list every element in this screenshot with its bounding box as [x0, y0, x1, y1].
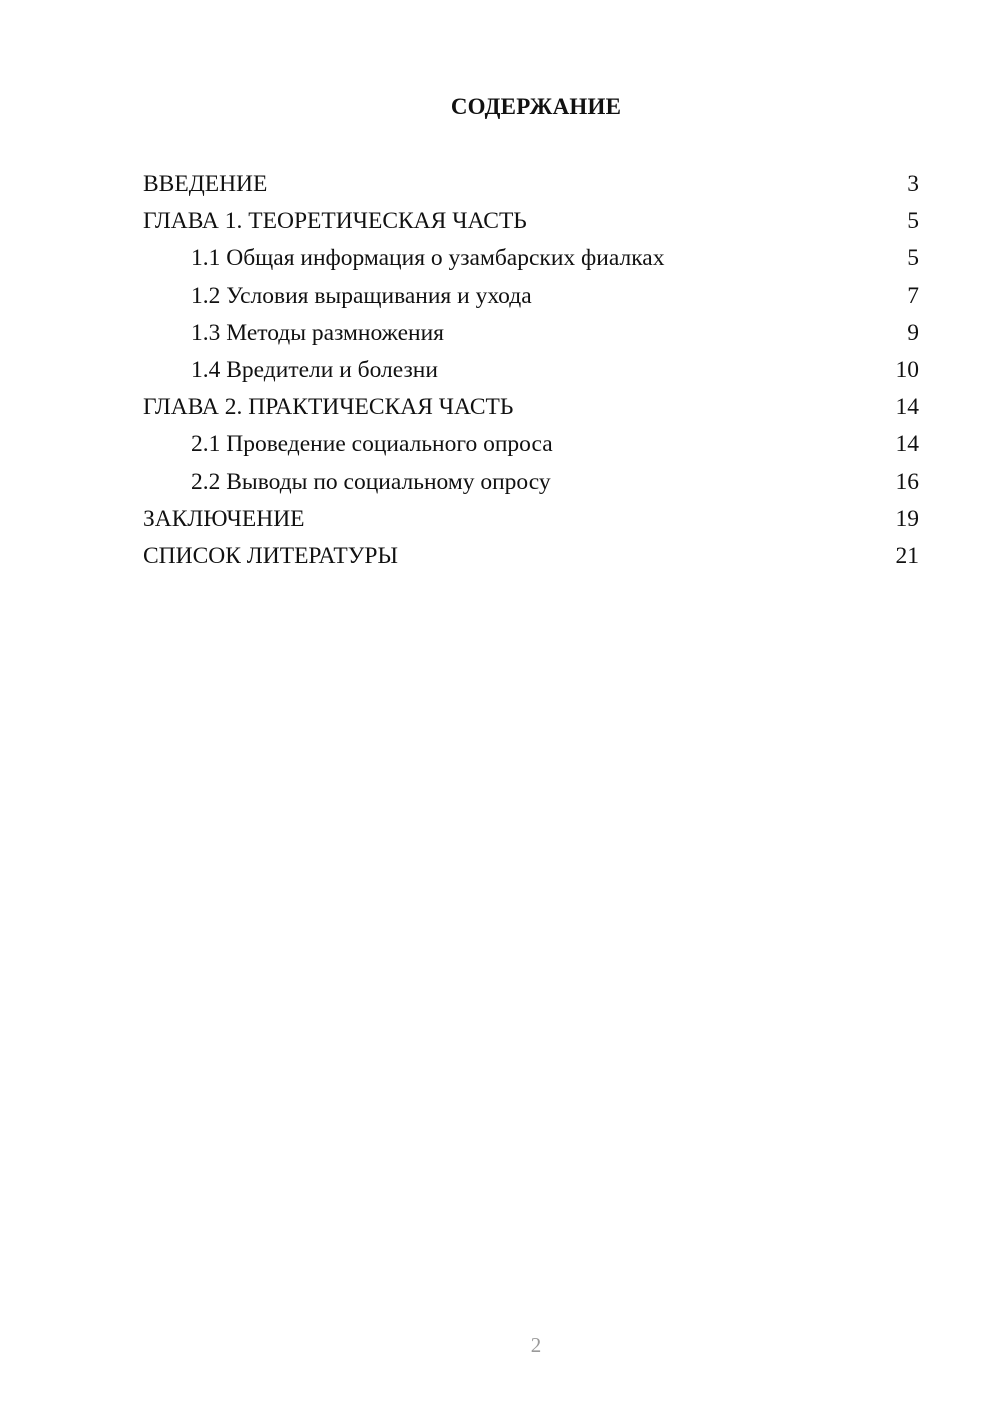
toc-entry-chapter-2[interactable] — [143, 391, 919, 428]
toc-entry-label: ВВЕДЕНИЕ — [143, 171, 268, 197]
toc-entry-label: ГЛАВА 2. ПРАКТИЧЕСКАЯ ЧАСТЬ — [143, 394, 514, 421]
toc-entry-section-1-3[interactable] — [143, 317, 919, 354]
toc-entry-section-1-1[interactable] — [143, 242, 919, 279]
page-number: 2 — [530, 1333, 542, 1357]
table-of-contents — [143, 168, 919, 577]
toc-entry-label: 1.3 Методы размножения — [191, 319, 444, 346]
toc-entry-label: 1.2 Условия выращивания и ухода — [191, 282, 532, 309]
toc-entry-page: 19 — [895, 505, 919, 532]
page-title: СОДЕРЖАНИЕ — [450, 94, 622, 119]
toc-entry-label: ЗАКЛЮЧЕНИЕ — [143, 505, 305, 532]
toc-entry-chapter-1[interactable] — [143, 205, 919, 242]
toc-entry-label: 1.4 Вредители и болезни — [191, 356, 438, 383]
toc-entry-page: 5 — [907, 245, 919, 272]
toc-entry-page: 21 — [895, 542, 919, 569]
toc-entry-label: 1.1 Общая информация о узамбарских фиалках — [191, 245, 665, 272]
toc-entry-page: 7 — [907, 282, 919, 309]
toc-entry-label: 2.2 Выводы по социальному опросу — [191, 468, 551, 495]
toc-entry-page: 3 — [907, 171, 919, 197]
toc-entry-bibliography[interactable] — [143, 540, 919, 577]
toc-entry-section-1-4[interactable] — [143, 354, 919, 391]
toc-entry-section-2-2[interactable] — [143, 466, 919, 503]
toc-entry-label: 2.1 Проведение социального опроса — [191, 431, 553, 458]
toc-entry-section-1-2[interactable] — [143, 280, 919, 317]
toc-entry-conclusion[interactable] — [143, 503, 919, 540]
toc-entry-page: 9 — [907, 319, 919, 346]
toc-entry-page: 5 — [907, 208, 919, 235]
toc-entry-label: ГЛАВА 1. ТЕОРЕТИЧЕСКАЯ ЧАСТЬ — [143, 208, 527, 235]
toc-entry-introduction[interactable] — [143, 168, 919, 205]
toc-entry-section-2-1[interactable] — [143, 428, 919, 465]
toc-entry-page: 10 — [895, 356, 919, 383]
toc-entry-page: 14 — [895, 394, 919, 421]
toc-entry-label: СПИСОК ЛИТЕРАТУРЫ — [143, 542, 398, 569]
toc-entry-page: 14 — [895, 431, 919, 458]
toc-entry-page: 16 — [895, 468, 919, 495]
